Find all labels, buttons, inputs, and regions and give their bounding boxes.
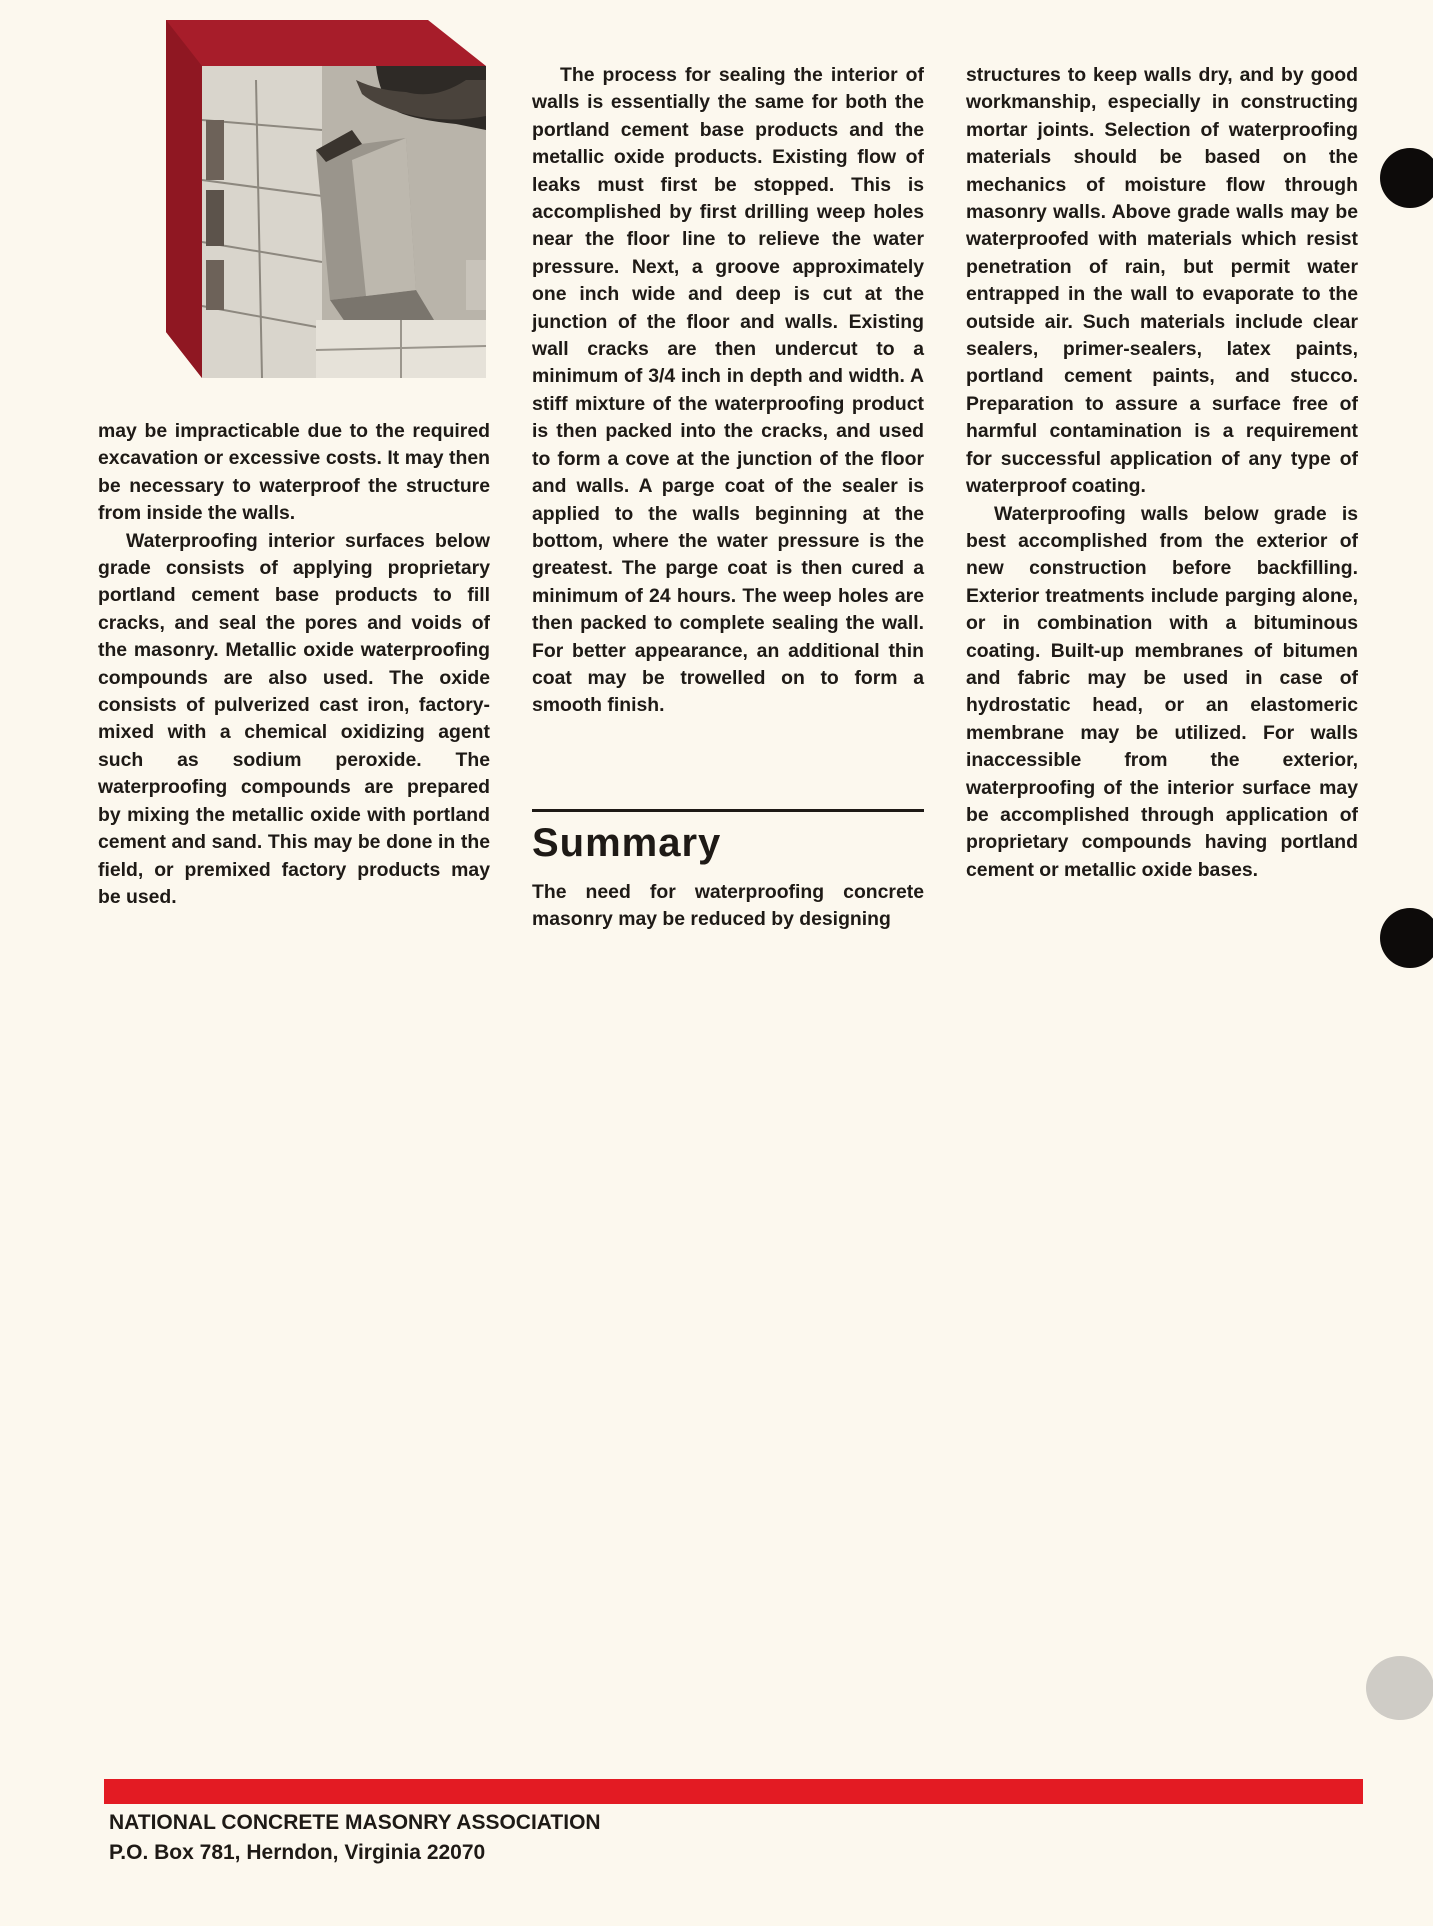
masonry-photo xyxy=(166,20,486,378)
footer-organization: NATIONAL CONCRETE MASONRY ASSOCIATION xyxy=(109,1811,601,1834)
column-2 xyxy=(532,62,924,720)
column3-paragraph-1: structures to keep walls dry, and by good workmanship, especially in constructing mortar joints. Selection of waterproofing materials should be based on the mechanics of moisture flow through masonry walls. Above grade walls may be waterproofed with materials which resist penetration of rain, but permit water entrapped in the wall to evaporate to the outside air. Such materials include clear sealers, primer-sealers, latex paints, portland cement paints, and stucco. Preparation to assure a surface free of harmful contamination is a requirement for successful application of any type of waterproof coating. xyxy=(966,64,1358,498)
column-1 xyxy=(98,418,490,911)
column-3 xyxy=(966,62,1358,884)
footer-address: P.O. Box 781, Herndon, Virginia 22070 xyxy=(109,1841,486,1864)
photo-frame-shadow xyxy=(166,20,202,378)
footer xyxy=(109,1808,601,1868)
column2-paragraph-1: The process for sealing the interior of walls is essentially the same for both the portland cement base products and the metallic oxide products. Existing flow of leaks must first be stopped. This is accomplished by first drilling weep holes near the floor line to relieve the water pressure. Next, a groove approximately one inch wide and deep is cut at the junction of the floor and walls. Existing wall cracks are then undercut to a minimum of 3/4 inch in depth and width. A stiff mixture of the waterproofing product is then packed into the cracks, and used to form a cove at the junction of the floor and walls. A parge coat of the sealer is applied to the walls beginning at the bottom, where the water pressure is the greatest. The parge coat is then cured a minimum of 24 hours. The weep holes are then packed to complete sealing the wall. For better appearance, an additional thin coat may be trowelled on to form a smooth finish. xyxy=(532,64,924,717)
masonry-photo-image xyxy=(166,20,486,378)
binder-hole-top xyxy=(1380,148,1433,208)
binder-hole-bottom xyxy=(1366,1656,1433,1720)
column1-paragraph-2: Waterproofing interior surfaces below grade consists of applying proprietary portland cement base products to fill cracks, and seal the pores and voids of the masonry. Metallic oxide waterproofing compounds are also used. The oxide consists of pulverized cast iron, factory-mixed with a chemical oxidizing agent such as sodium peroxide. The waterproofing compounds are prepared by mixing the metallic oxide with portland cement and sand. This may be done in the field, or premixed factory products may be used. xyxy=(98,529,490,908)
column1-paragraph-1: may be impracticable due to the required excavation or excessive costs. It may then be necessary to waterproof the structure from inside the walls. xyxy=(98,420,490,525)
column3-paragraph-2: Waterproofing walls below grade is best accomplished from the exterior of new construction before backfilling. Exterior treatments include parging alone, or in combination with a bituminous coating. Built-up membranes of bitumen and fabric may be used in case of hydrostatic head, or an elastomeric membrane may be utilized. For walls inaccessible from the exterior, waterproofing of the interior surface may be accomplished through application of proprietary compounds having portland cement or metallic oxide bases. xyxy=(966,502,1358,881)
summary-divider xyxy=(532,809,924,812)
summary-heading: Summary xyxy=(532,821,722,865)
summary-paragraph xyxy=(532,879,924,934)
footer-red-bar xyxy=(104,1779,1363,1804)
summary-text: The need for waterproofing concrete masonry may be reduced by designing xyxy=(532,881,924,931)
binder-hole-middle xyxy=(1380,908,1433,968)
